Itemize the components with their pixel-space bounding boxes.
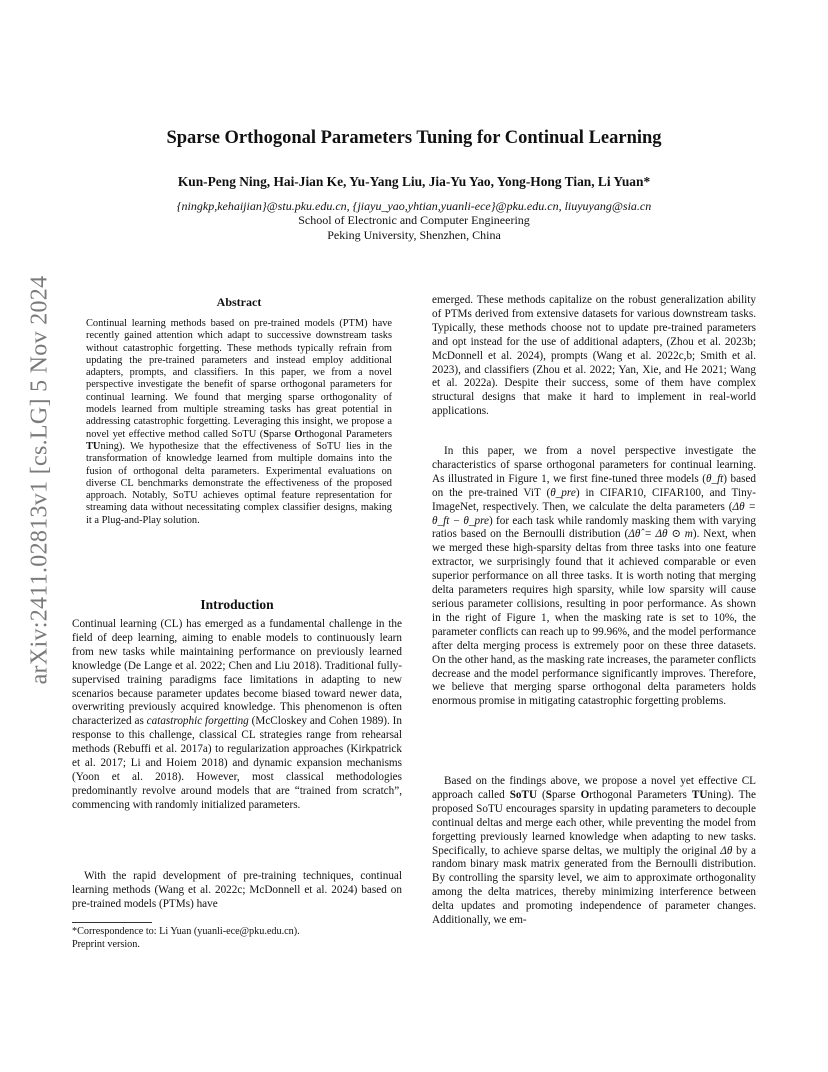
math-mask-equation: Δθ̂ = Δθ ⊙ m (628, 528, 693, 541)
math-delta-equation: Δθ = θ_ft − θ_pre (432, 500, 756, 527)
footnote-preprint: Preprint version. (72, 938, 140, 950)
author-emails: {ningkp,kehaijian}@stu.pku.edu.cn, {jiayu_yao,yhtian,yuanli-ece}@pku.edu.cn, liuyuyang@sia.cn (176, 199, 652, 213)
paper-title: Sparse Orthogonal Parameters Tuning for Continual Learning (166, 128, 662, 148)
intro-paragraph-1: Continual learning (CL) has emerged as a fundamental challenge in the field of deep learning, aiming to enable models to continuously learn from new tasks while maintaining performance on previously learned knowledge (De Lange et al. 2022; Chen and Liu 2018). Traditional fully-supervised training paradigms face limitations in adapting to new scenarios because parameter updates become biased toward newer data, overwriting previously acquired knowledge. This phenomenon is often characterized as catastrophic forgetting (McCloskey and Cohen 1989). In response to this challenge, classical CL strategies range from rehearsal methods (Rebuffi et al. 2017a) to regularization approaches (Kirkpatrick et al. 2017; Li and Hoiem 2018) and dynamic expansion mechanisms (Yoon et al. 2018). However, most classical methodologies predominantly revolve around models that are “trained from scratch”, commencing with randomly initialized parameters. (72, 618, 403, 811)
abstract-body: Continual learning methods based on pre-trained models (PTM) have recently gained attention which adapt to successive downstream tasks without catastrophic forgetting. These methods typically refrain from updating the pre-trained parameters and instead employ additional adapters, prompts, and classifiers. In this paper, we from a novel perspective investigate the benefit of sparse orthogonal parameters for continual learning. We found that merging sparse orthogonality of models learned from multiple streaming tasks has great potential in addressing catastrophic forgetting. Leveraging this insight, we propose a novel yet effective method called SoTU (Sparse Orthogonal Parameters TUning). We hypothesize that the effectiveness of SoTU lies in the transformation of knowledge learned from multiple domains into the fusion of orthogonal delta parameters. Experimental evaluations on diverse CL benchmarks demonstrate the effectiveness of the proposed approach. Notably, SoTU achieves optimal feature representation for streaming data without necessitating complex classifier designs, making it a Plug-and-Play solution. (86, 318, 392, 526)
emphasis-catastrophic-forgetting: catastrophic forgetting (146, 715, 249, 728)
affiliation-school: School of Electronic and Computer Engineering (298, 213, 530, 227)
method-name-sotu: SoTU (509, 788, 538, 801)
affiliation-university: Peking University, Shenzhen, China (327, 228, 501, 242)
arxiv-side-stamp (20, 275, 60, 685)
math-theta-ft: θ_ft (705, 472, 724, 485)
abstract-heading: Abstract (216, 295, 262, 309)
author-list: Kun-Peng Ning, Hai-Jian Ke, Yu-Yang Liu, Jia-Yu Yao, Yong-Hong Tian, Li Yuan* (177, 174, 651, 189)
math-delta-theta: Δθ (720, 844, 733, 857)
intro-paragraph-2: With the rapid development of pre-training techniques, continual learning methods (Wang et al. 2022c; McDonnell et al. 2024) based on pre-trained models (PTMs) have (72, 870, 402, 910)
right-paragraph-2: In this paper, we from a novel perspective investigate the characteristics of sparse orthogonal parameters for continual learning. As illustrated in Figure 1, we first fine-tuned three models (θ_ft) based on the pre-trained ViT (θ_pre) in CIFAR10, CIFAR100, and Tiny-ImageNet, respectively. Then, we calculate the delta parameters (Δθ = θ_ft − θ_pre) for each task while randomly masking them with varying ratios based on the Bernoulli distribution (Δθ̂ = Δθ ⊙ m). Next, when we merged these high-sparsity deltas from three tasks into one feature extractor, we surprisingly found that it achieved comparable or even superior performance on all three tasks. It is worth noting that merging delta parameters requires high sparsity, while low sparsity will cause serious parameter collisions, resulting in poor performance. As shown in the right of Figure 1, when the masking rate is set to 10%, the parameter conflicts can reach up to 99.96%, and the model performance after delta merging process is extremely poor on these three datasets. On the other hand, as the masking rate increases, the parameter conflicts decrease and the model performance significantly improves. Therefore, we believe that merging sparse orthogonal delta parameters holds enormous promise in mitigating catastrophic forgetting problems. (432, 445, 757, 708)
right-paragraph-1: emerged. These methods capitalize on the robust generalization ability of PTMs derived from extensive datasets for various downstream tasks. Typically, these methods choose not to update pre-trained parameters and opt instead for the use of additional adapters, (Zhou et al. 2023b; McDonnell et al. 2024), prompts (Wang et al. 2022c,b; Smith et al. 2023), and classifiers (Zhou et al. 2022; Yan, Xie, and He 2021; Wang et al. 2022a). Despite their success, some of them have complex structural designs that make it hard to implement in real-world applications. (432, 294, 756, 418)
footnote-correspondence: *Correspondence to: Li Yuan (yuanli-ece@pku.edu.cn). (72, 926, 300, 937)
right-paragraph-3: Based on the findings above, we propose a novel yet effective CL approach called SoTU (Sparse Orthogonal Parameters TUning). The proposed SoTU encourages sparsity in updating parameters to decouple continual deltas and merge each other, while preventing the model from forgetting previously learned knowledge when adapting to new tasks. Specifically, to achieve sparse deltas, we multiply the original Δθ by a random binary mask matrix generated from the Bernoulli distribution. By controlling the sparsity level, we aim to approximate orthogonality among the delta matrices, thereby minimizing interference between delta updates and promoting independence of parameter changes. Additionally, we em- (432, 775, 756, 927)
math-theta-pre: θ_pre (550, 486, 576, 499)
footnote-rule (72, 922, 152, 923)
introduction-heading: Introduction (200, 597, 274, 612)
arxiv-identifier[interactable]: arXiv:2411.02813v1 [cs.LG] 5 Nov 2024 (26, 275, 53, 685)
footnote-block (72, 926, 402, 951)
